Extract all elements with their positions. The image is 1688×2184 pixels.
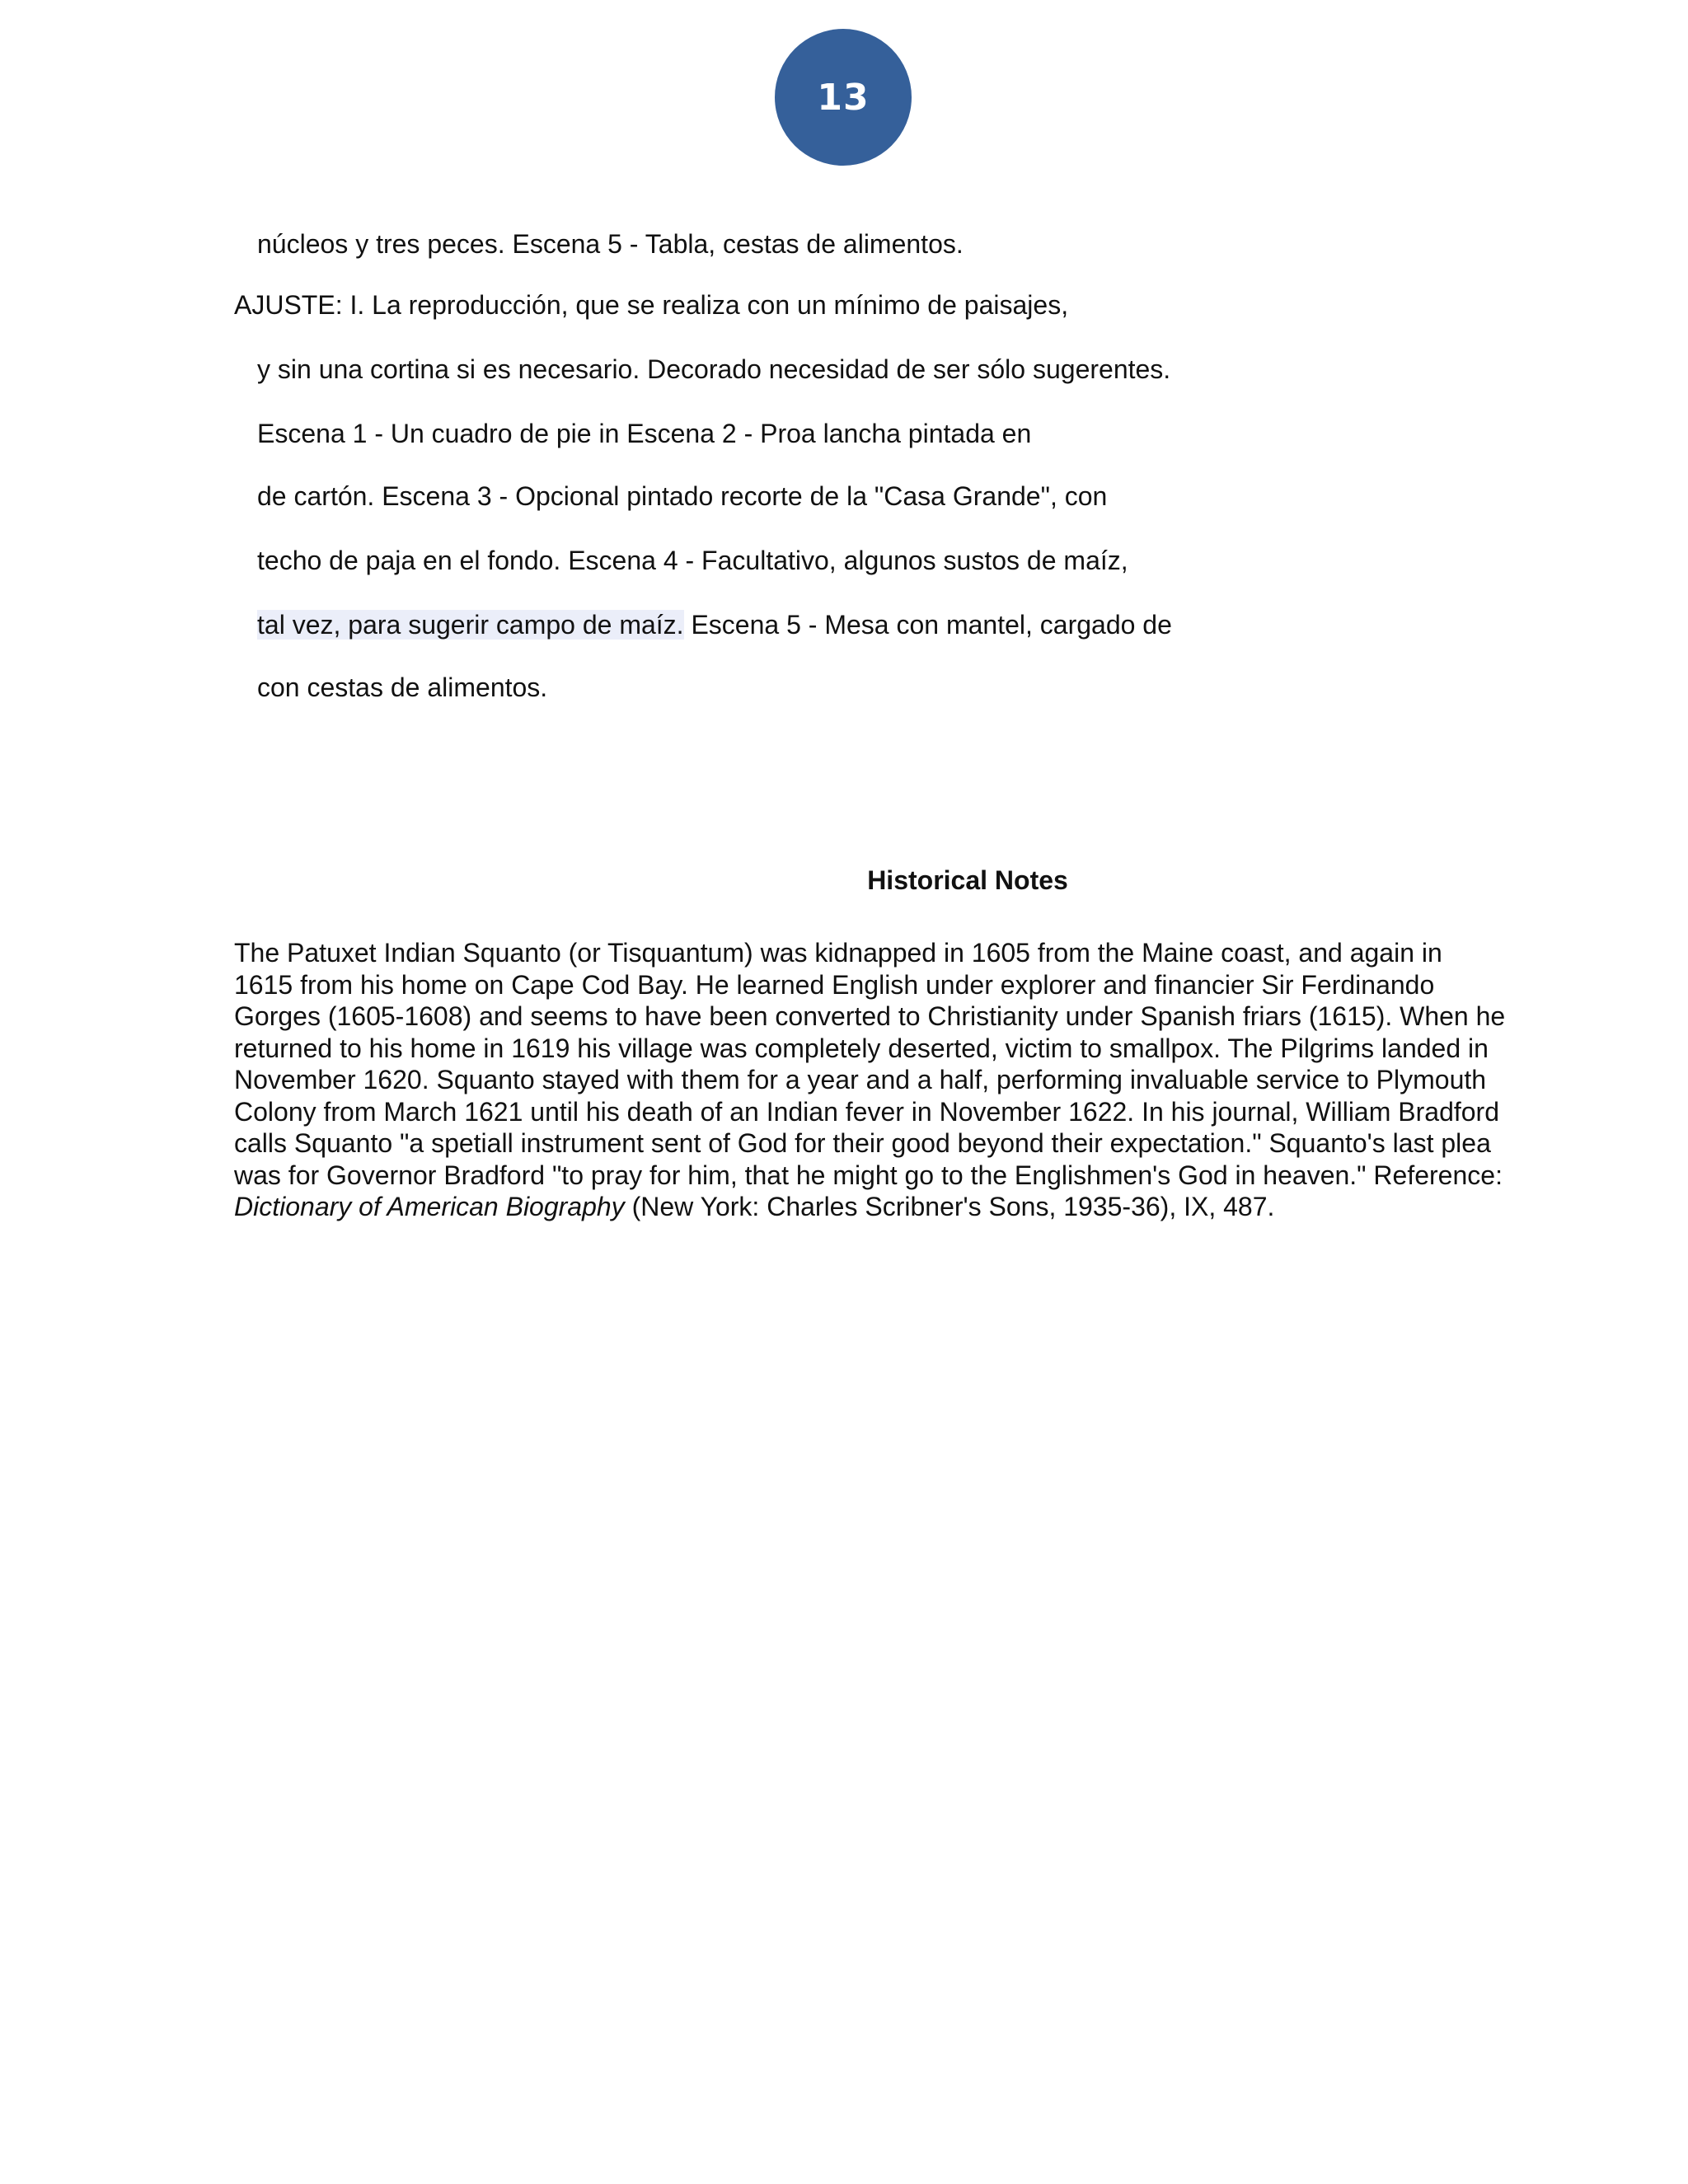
notes-line: The Patuxet Indian Squanto (or Tisquantum) was kidnapped in 1605 from the Maine coast, and again in (234, 938, 1442, 968)
notes-line: November 1620. Squanto stayed with them for a year and a half, performing invaluable service to Plymouth (234, 1065, 1487, 1094)
notes-reference-line (234, 1191, 1566, 1223)
notes-line: returned to his home in 1619 his village was completely deserted, victim to smallpox. The Pilgrims landed in (234, 1033, 1489, 1063)
script-line-4: Escena 1 - Un cuadro de pie in Escena 2 - Proa lancha pintada en (257, 419, 1032, 448)
script-line-5: de cartón. Escena 3 - Opcional pintado recorte de la "Casa Grande", con (257, 481, 1108, 511)
page-number: 13 (817, 76, 870, 119)
highlighted-text: tal vez, para sugerir campo de maíz. (257, 610, 684, 640)
script-line-7-rest: Escena 5 - Mesa con mantel, cargado de (683, 610, 1172, 640)
script-line-1: núcleos y tres peces. Escena 5 - Tabla, cestas de alimentos. (257, 229, 964, 259)
notes-line: 1615 from his home on Cape Cod Bay. He learned English under explorer and financier Sir Ferdinando (234, 969, 1435, 1000)
notes-line: Gorges (1605-1608) and seems to have been converted to Christianity under Spanish friars (1615). When he (234, 1001, 1506, 1031)
historical-notes-body (234, 937, 1566, 1223)
script-line-7 (257, 608, 1172, 641)
notes-line: was for Governor Bradford "to pray for him, that he might go to the Englishmen's God in heaven." Reference: (234, 1160, 1503, 1190)
page-number-badge (775, 29, 912, 166)
reference-title: Dictionary of American Biography (234, 1192, 625, 1221)
script-line-2: AJUSTE: I. La reproducción, que se realiza con un mínimo de paisajes, (234, 290, 1069, 320)
historical-notes-heading: Historical Notes (867, 865, 1068, 895)
reference-details: (New York: Charles Scribner's Sons, 1935-36), IX, 487. (624, 1192, 1275, 1221)
script-line-6: techo de paja en el fondo. Escena 4 - Facultativo, algunos sustos de maíz, (257, 546, 1128, 575)
script-line-3: y sin una cortina si es necesario. Decorado necesidad de ser sólo sugerentes. (257, 354, 1171, 384)
notes-line: Colony from March 1621 until his death of an Indian fever in November 1622. In his journal, William Bradford (234, 1096, 1499, 1127)
notes-line: calls Squanto "a spetiall instrument sent of God for their good beyond their expectation." Squanto's last plea (234, 1128, 1491, 1158)
script-line-8: con cestas de alimentos. (257, 673, 548, 702)
